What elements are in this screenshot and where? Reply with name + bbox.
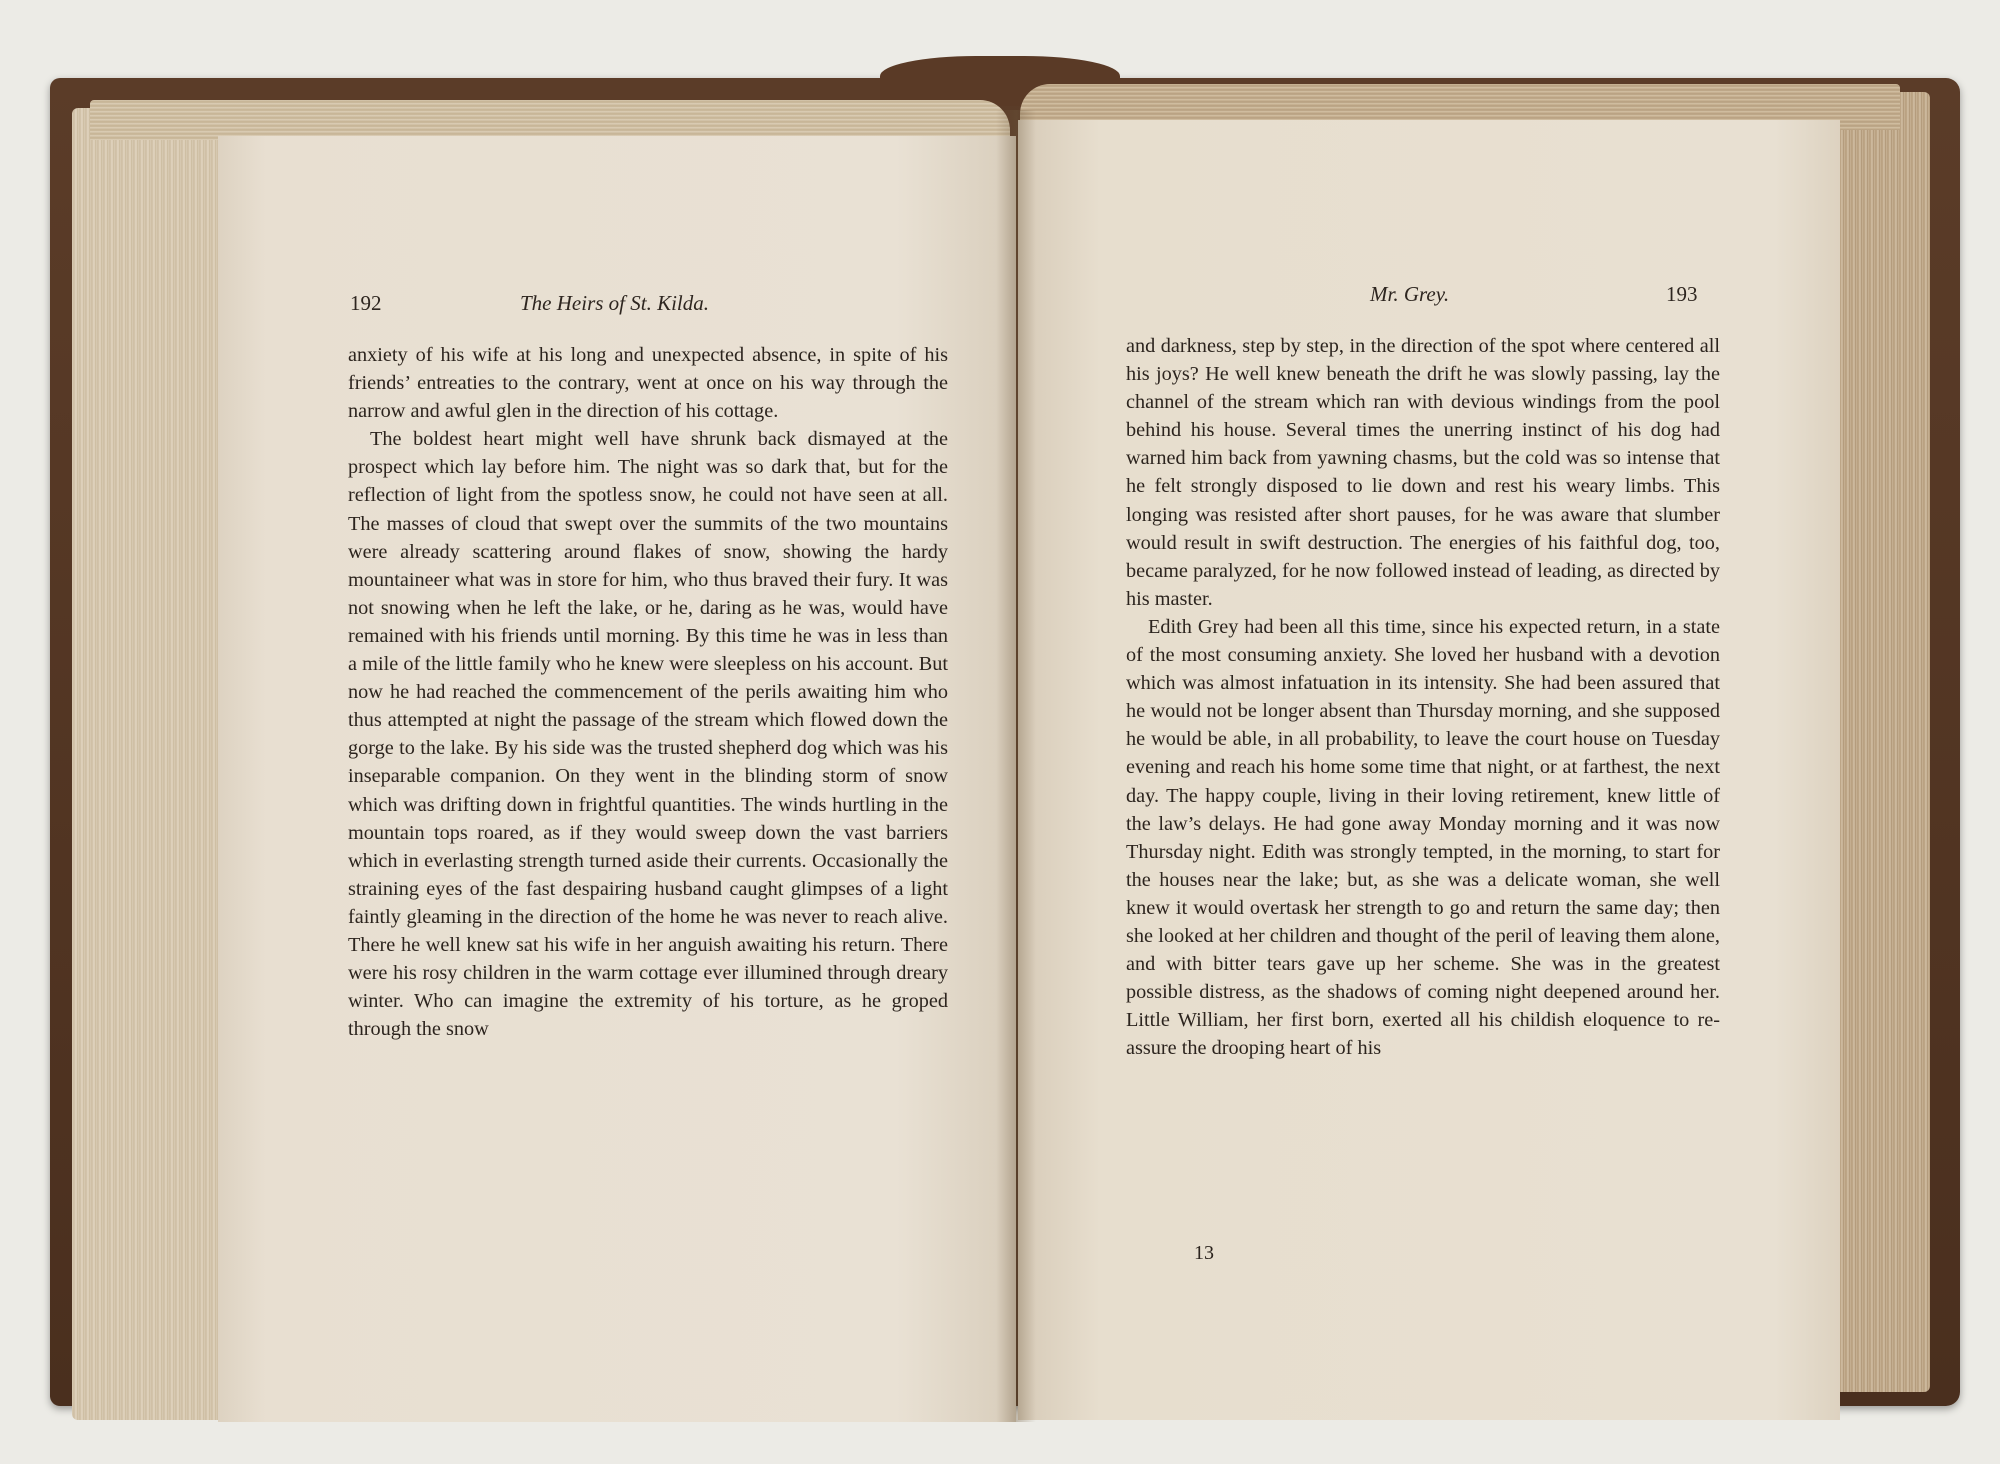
page-number: 193 [1666,282,1698,306]
paragraph: and darkness, step by step, in the direction of the spot where centered all his joys? He well knew beneath the drift he was slowly passing, lay the channel of the stream which ran with devious windings from the pool behind his house. Several times the unerring instinct of his dog had warned him back from yawning chasms, but the cold was so intense that he felt strongly disposed to lie down and rest his weary limbs. This longing was resisted after short pauses, for he was aware that slumber would result in swift destruction. The energies of his faithful dog, too, became paralyzed, for he now followed instead of leading, as directed by his master. [1126,335,1720,610]
left-page [218,136,1016,1422]
book-gutter [996,110,1036,1422]
signature-mark: 13 [1194,1242,1214,1264]
left-page-body [348,341,948,1043]
right-page [1018,120,1840,1420]
page-number: 192 [350,291,382,315]
right-page-header [1018,282,1840,312]
right-page-body [1126,332,1720,1062]
running-title: The Heirs of St. Kilda. [520,291,710,315]
paragraph: The boldest heart might well have shrunk back dismayed at the prospect which lay before him. The night was so dark that, but for the reflection of light from the spotless snow, he could not have seen at all. The masses of cloud that swept over the summits of the two mountains were already scattering around flakes of snow, showing the hardy mountaineer what was in store for him, who thus braved their fury. It was not snowing when he left the lake, or he, daring as he was, would have remained with his friends until morning. By this time he was in less than a mile of the little family who he knew were sleepless on his account. But now he had reached the commencement of the perils awaiting him who thus attempted at night the passage of the stream which flowed down the gorge to the lake. By his side was the trusted shepherd dog which was his inseparable companion. On they went in the blinding storm of snow which was drifting down in frightful quantities. The winds hurtling in the mountain tops roared, as if they would sweep down the vast barriers which in everlasting strength turned aside their currents. Occasionally the straining eyes of the fast despairing husband caught glimpses of a light faintly gleaming in the direction of the home he was never to reach alive. There he well knew sat his wife in her anguish awaiting his return. There were his rosy children in the warm cottage ever illumined through dreary winter. Who can imagine the extremity of his torture, as he groped through the snow [348,428,948,1041]
page-edges-left [72,108,222,1420]
paragraph: anxiety of his wife at his long and unexpected absence, in spite of his friends’ entreaties to the contrary, went at once on his way through the narrow and awful glen in the direction of his cottage. [348,344,948,423]
page-edges-right [1838,92,1930,1392]
running-title: Mr. Grey. [1370,282,1450,306]
page-edges-top-left [90,100,1010,140]
paragraph: Edith Grey had been all this time, since his expected return, in a state of the most consuming anxiety. She loved her husband with a devotion which was almost infatuation in its intensity. She had been assured that he would not be longer absent than Thursday morning, and she supposed he would be able, in all probability, to leave the court house on Tuesday evening and reach his home some time that night, or at farthest, the next day. The happy couple, living in their loving retirement, knew little of the law’s delays. He had gone away Monday morning and it was now Thursday night. Edith was strongly tempted, in the morning, to start for the houses near the lake; but, as she was a delicate woman, she well knew it would overtask her strength to go and return the same day; then she looked at her children and thought of the peril of leaving them alone, and with bitter tears gave up her scheme. She was in the greatest possible distress, as the shadows of coming night deepened around her. Little William, her first born, exerted all his childish eloquence to re-assure the drooping heart of his [1126,615,1720,1060]
left-page-header [218,291,1016,321]
